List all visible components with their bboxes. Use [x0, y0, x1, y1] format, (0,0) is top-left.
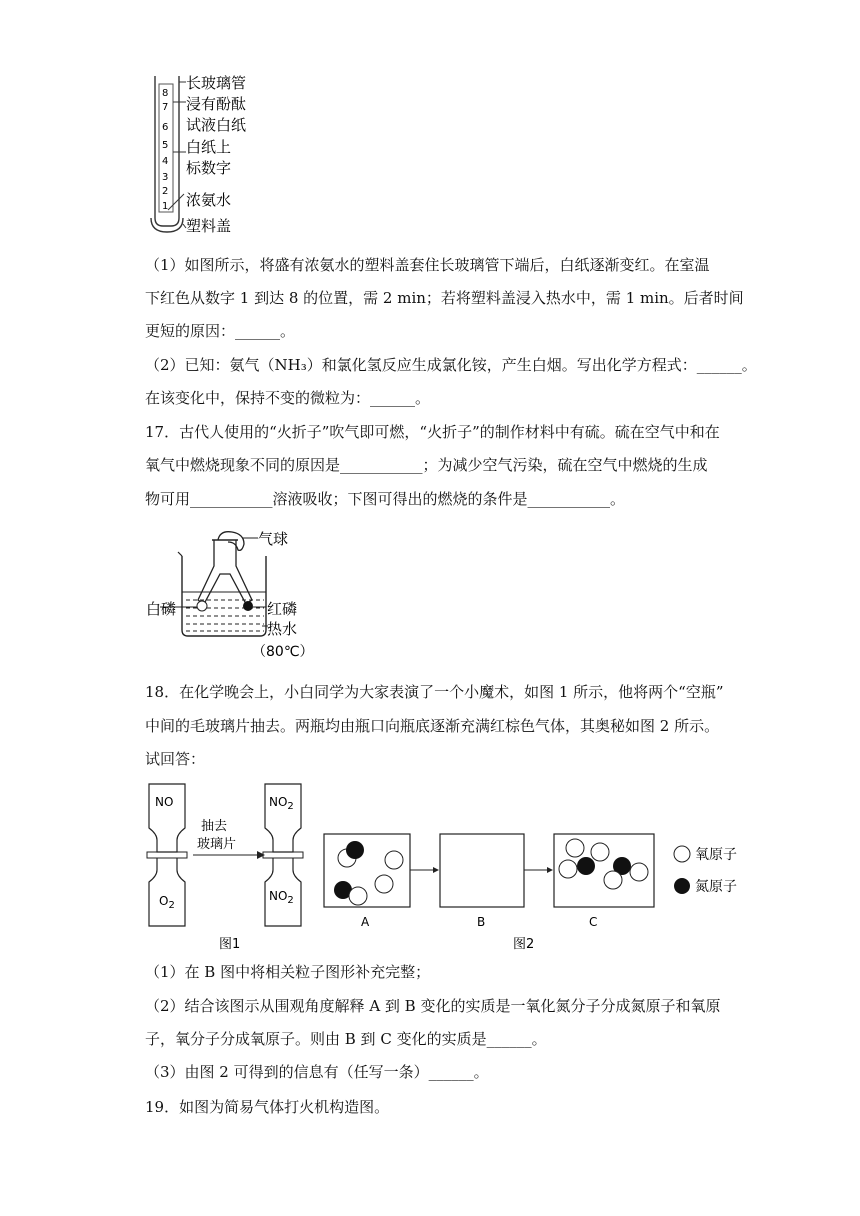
red-phosphorus-label: 红磷 [267, 600, 298, 618]
label-no2-top: $NO_2$ [269, 795, 294, 812]
beaker-figure [146, 530, 316, 664]
q16-p1-line2: 下红色从数字 1 到达 8 的位置，需 2 min；若将塑料盖浸入热水中，需 1 min。后者时间 [145, 289, 744, 307]
label-o2-left: $O_2$ [159, 894, 175, 911]
q18-s3: （3）由图 2 可得到的信息有（任写一条）______。 [145, 1063, 489, 1081]
action-label-1: 抽去 [201, 819, 228, 834]
legend-oxygen: 氧原子 [695, 847, 737, 863]
figure2-label: 图2 [513, 937, 535, 952]
q19-line1: 19．如图为简易气体打火机构造图。 [145, 1098, 390, 1116]
q16-p1-line3: 更短的原因：______。 [145, 322, 296, 340]
q16-p2-line1: （2）已知：氨气（NH₃）和氯化氢反应生成氯化铵，产生白烟。写出化学方程式：______。 [145, 356, 757, 374]
tube-digit: 5 [162, 140, 169, 151]
q18-line2: 中间的毛玻璃片抽去。两瓶均由瓶口向瓶底逐渐充满红棕色气体，其奥秘如图 2 所示。 [145, 717, 720, 735]
tube-digit: 8 [162, 88, 169, 99]
box-c-label: C [589, 915, 598, 929]
label-no-left: NO [155, 795, 174, 809]
q18-line3: 试回答： [145, 750, 206, 768]
action-label-2: 玻璃片 [197, 837, 237, 852]
tube-figure [148, 72, 258, 238]
q18-s2-line2: 子，氧分子分成氧原子。则由 B 到 C 变化的实质是______。 [145, 1030, 547, 1048]
hot-water-label: 热水 [267, 620, 298, 638]
q16-p2-line2: 在该变化中，保持不变的微粒为：______。 [145, 389, 431, 407]
balloon-label: 气球 [258, 530, 289, 548]
tube-label: 塑料盖 [186, 217, 232, 235]
tube-digit: 2 [162, 186, 169, 197]
temperature-label: （80℃） [252, 644, 314, 660]
label-no2-bottom: $NO_2$ [269, 889, 294, 906]
legend-nitrogen: 氮原子 [695, 879, 737, 895]
q18-s1: （1）在 B 图中将相关粒子图形补充完整； [145, 963, 431, 981]
tube-label: 长玻璃管 [186, 74, 247, 92]
box-b-label: B [477, 915, 486, 929]
tube-digit: 7 [162, 102, 169, 113]
q18-s2-line1: （2）结合该图示从围观角度解释 A 到 B 变化的实质是一氧化氮分子分成氮原子和氧原 [145, 997, 721, 1015]
tube-label: 浸有酚酞 [186, 95, 247, 113]
white-phosphorus-label: 白磷 [146, 600, 177, 618]
tube-digit: 3 [162, 172, 169, 183]
q17-line2: 氧气中燃烧现象不同的原因是___________；为减少空气污染，硫在空气中燃烧的生成 [145, 456, 708, 474]
figure1-label: 图1 [219, 937, 241, 952]
tube-digit: 4 [162, 156, 169, 167]
q16-p1-line1: （1）如图所示，将盛有浓氨水的塑料盖套住长玻璃管下端后，白纸逐渐变红。在室温 [145, 256, 710, 274]
box-a-label: A [361, 915, 370, 929]
magic-figure [145, 782, 745, 952]
q17-line3: 物可用___________溶液吸收；下图可得出的燃烧的条件是___________。 [145, 490, 626, 508]
tube-label: 标数字 [186, 159, 232, 177]
tube-label: 白纸上 [186, 138, 232, 156]
q17-line1: 17．古代人使用的“火折子”吹气即可燃，“火折子”的制作材料中有硫。硫在空气中和在 [145, 423, 720, 441]
tube-digit: 1 [162, 201, 169, 212]
tube-digit: 6 [162, 122, 169, 133]
tube-label: 试液白纸 [186, 116, 247, 134]
q18-line1: 18．在化学晚会上，小白同学为大家表演了一个小魔术，如图 1 所示，他将两个“空瓶” [145, 683, 724, 701]
tube-label: 浓氨水 [186, 191, 232, 209]
